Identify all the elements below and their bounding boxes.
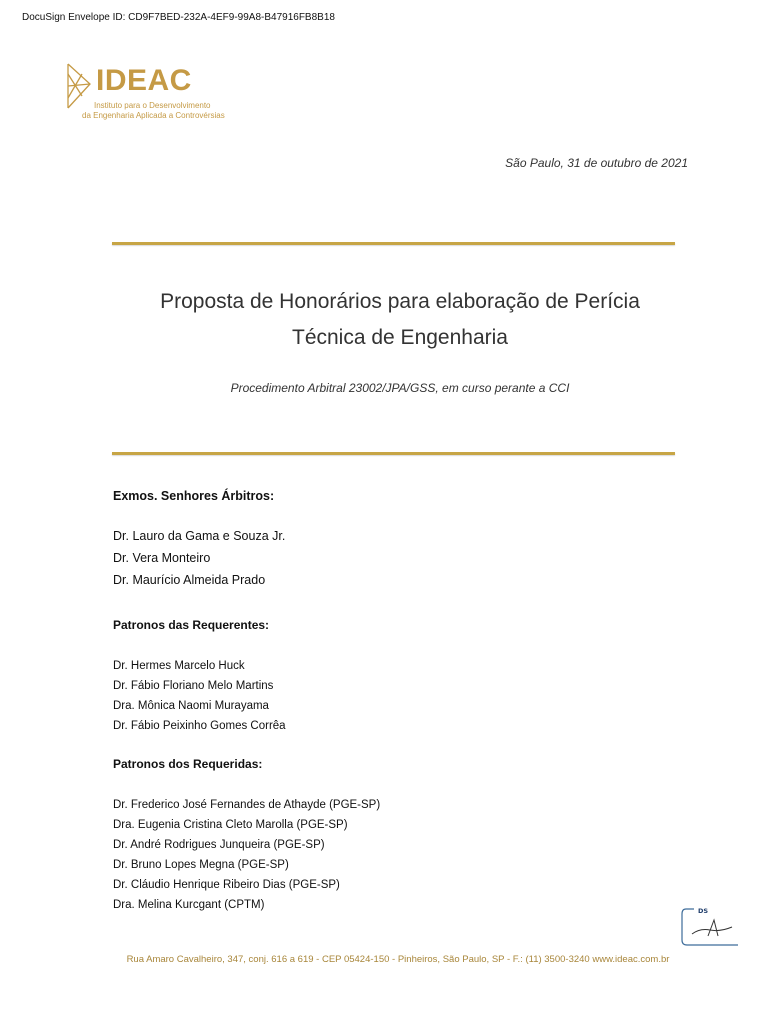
logo-subtitle-line1: Instituto para o Desenvolvimento bbox=[94, 101, 211, 110]
requeridas-heading: Patronos dos Requeridas: bbox=[113, 757, 263, 771]
signature-tag: DS bbox=[698, 907, 709, 915]
document-date: São Paulo, 31 de outubro de 2021 bbox=[505, 156, 688, 170]
requerida-name: Dr. André Rodrigues Junqueira (PGE-SP) bbox=[113, 839, 325, 851]
document-title bbox=[112, 284, 688, 356]
requerente-name: Dr. Fábio Peixinho Gomes Corrêa bbox=[113, 720, 286, 732]
arbitros-heading: Exmos. Senhores Árbitros: bbox=[113, 489, 275, 503]
docusign-envelope-id: DocuSign Envelope ID: CD9F7BED-232A-4EF9-99A8-B47916FB8B18 bbox=[22, 12, 335, 23]
requerente-name: Dra. Mônica Naomi Murayama bbox=[113, 700, 269, 712]
top-divider bbox=[112, 242, 675, 245]
bottom-divider bbox=[112, 452, 675, 455]
document-subtitle: Procedimento Arbitral 23002/JPA/GSS, em curso perante a CCI bbox=[230, 381, 570, 395]
arbitro-name: Dr. Maurício Almeida Prado bbox=[113, 573, 266, 587]
title-line-1: Proposta de Honorários para elaboração de Perícia bbox=[160, 290, 640, 313]
requerida-name: Dr. Cláudio Henrique Ribeiro Dias (PGE-SP) bbox=[113, 879, 340, 891]
requerida-name: Dr. Frederico José Fernandes de Athayde (PGE-SP) bbox=[113, 799, 381, 811]
footer-address: Rua Amaro Cavalheiro, 347, conj. 616 a 619 - CEP 05424-150 - Pinheiros, São Paulo, SP - F.: (11) 3500-3240 www.ideac.com.br bbox=[126, 954, 670, 965]
requerida-name: Dra. Eugenia Cristina Cleto Marolla (PGE-SP) bbox=[113, 819, 348, 831]
requerentes-section bbox=[113, 618, 286, 736]
title-line-2: Técnica de Engenharia bbox=[292, 326, 508, 349]
arbitro-name: Dr. Vera Monteiro bbox=[113, 551, 211, 565]
requerentes-heading: Patronos das Requerentes: bbox=[113, 618, 270, 632]
requerida-name: Dr. Bruno Lopes Megna (PGE-SP) bbox=[113, 859, 289, 871]
requerente-name: Dr. Fábio Floriano Melo Martins bbox=[113, 680, 274, 692]
requerente-name: Dr. Hermes Marcelo Huck bbox=[113, 660, 245, 672]
arbitros-section bbox=[113, 489, 285, 591]
docusign-initials-stamp bbox=[680, 906, 740, 948]
requeridas-section bbox=[113, 757, 380, 915]
logo-subtitle-line2: da Engenharia Aplicada a Controvérsias bbox=[82, 111, 225, 120]
logo-name: IDEAC bbox=[96, 64, 192, 97]
requerida-name: Dra. Melina Kurcgant (CPTM) bbox=[113, 899, 265, 911]
arbitro-name: Dr. Lauro da Gama e Souza Jr. bbox=[113, 529, 286, 543]
